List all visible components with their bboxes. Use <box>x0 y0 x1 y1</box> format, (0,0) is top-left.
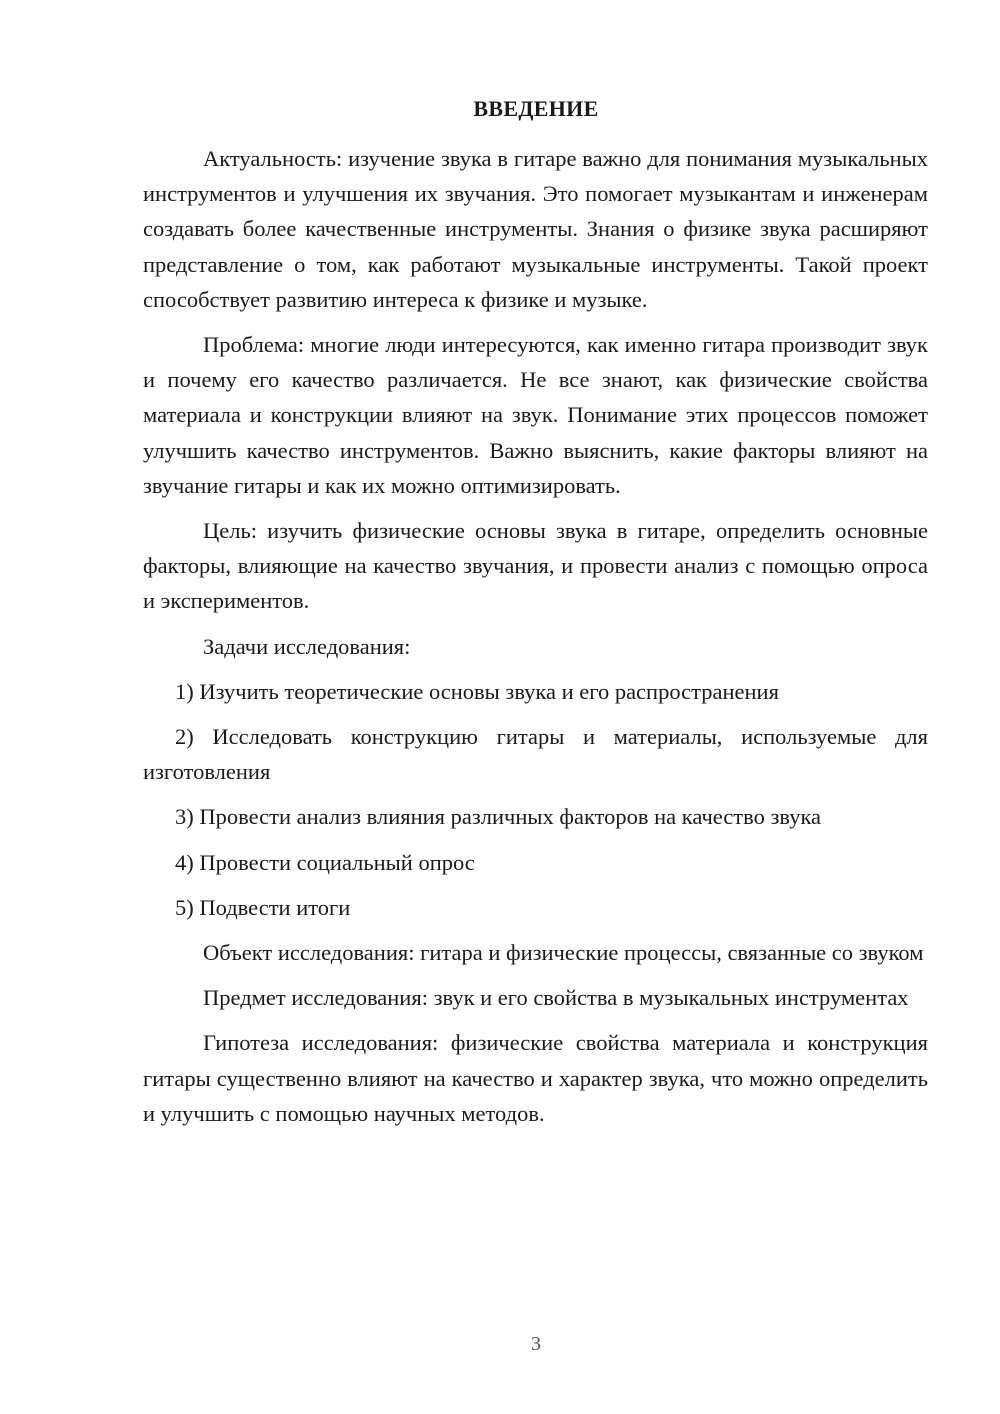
document-body <box>143 141 928 1141</box>
hypothesis-paragraph: Гипотеза исследования: физические свойства материала и конструкция гитары существенно влияют на качество и характер звука, что можно определить и улучшить с помощью научных методов. <box>143 1030 928 1126</box>
task-item: 5) Подвести итоги <box>175 894 351 920</box>
task-item: 2) Исследовать конструкцию гитары и материалы, используемые для изготовления <box>143 724 928 785</box>
object-paragraph: Объект исследования: гитара и физические процессы, связанные со звуком <box>203 940 924 966</box>
task-item: 4) Провести социальный опрос <box>175 849 475 875</box>
problem-paragraph: Проблема: многие люди интересуются, как именно гитара производит звук и почему его качество различается. Не все знают, как физические свойства материала и конструкции влияют на звук. Понимание этих процессов поможет улучшить качество инструментов. Важно выяснить, какие факторы влияют на звучание гитары и как их можно оптимизировать. <box>143 332 928 498</box>
task-item: 3) Провести анализ влияния различных факторов на качество звука <box>175 804 822 830</box>
page-number: 3 <box>531 1333 541 1355</box>
task-item: 1) Изучить теоретические основы звука и его распространения <box>175 678 779 704</box>
tasks-heading: Задачи исследования: <box>203 633 411 659</box>
relevance-paragraph: Актуальность: изучение звука в гитаре важно для понимания музыкальных инструментов и улучшения их звучания. Это помогает музыкантам и инженерам создавать более качественные инструменты. Знания о физике звука расширяют представление о том, как работают музыкальные инструменты. Такой проект способствует развитию интереса к физике и музыке. <box>143 146 928 312</box>
goal-paragraph: Цель: изучить физические основы звука в гитаре, определить основные факторы, влияющие на качество звучания, и провести анализ с помощью опроса и экспериментов. <box>143 518 928 614</box>
subject-paragraph: Предмет исследования: звук и его свойства в музыкальных инструментах <box>203 985 909 1011</box>
page-title: ВВЕДЕНИЕ <box>473 96 599 121</box>
